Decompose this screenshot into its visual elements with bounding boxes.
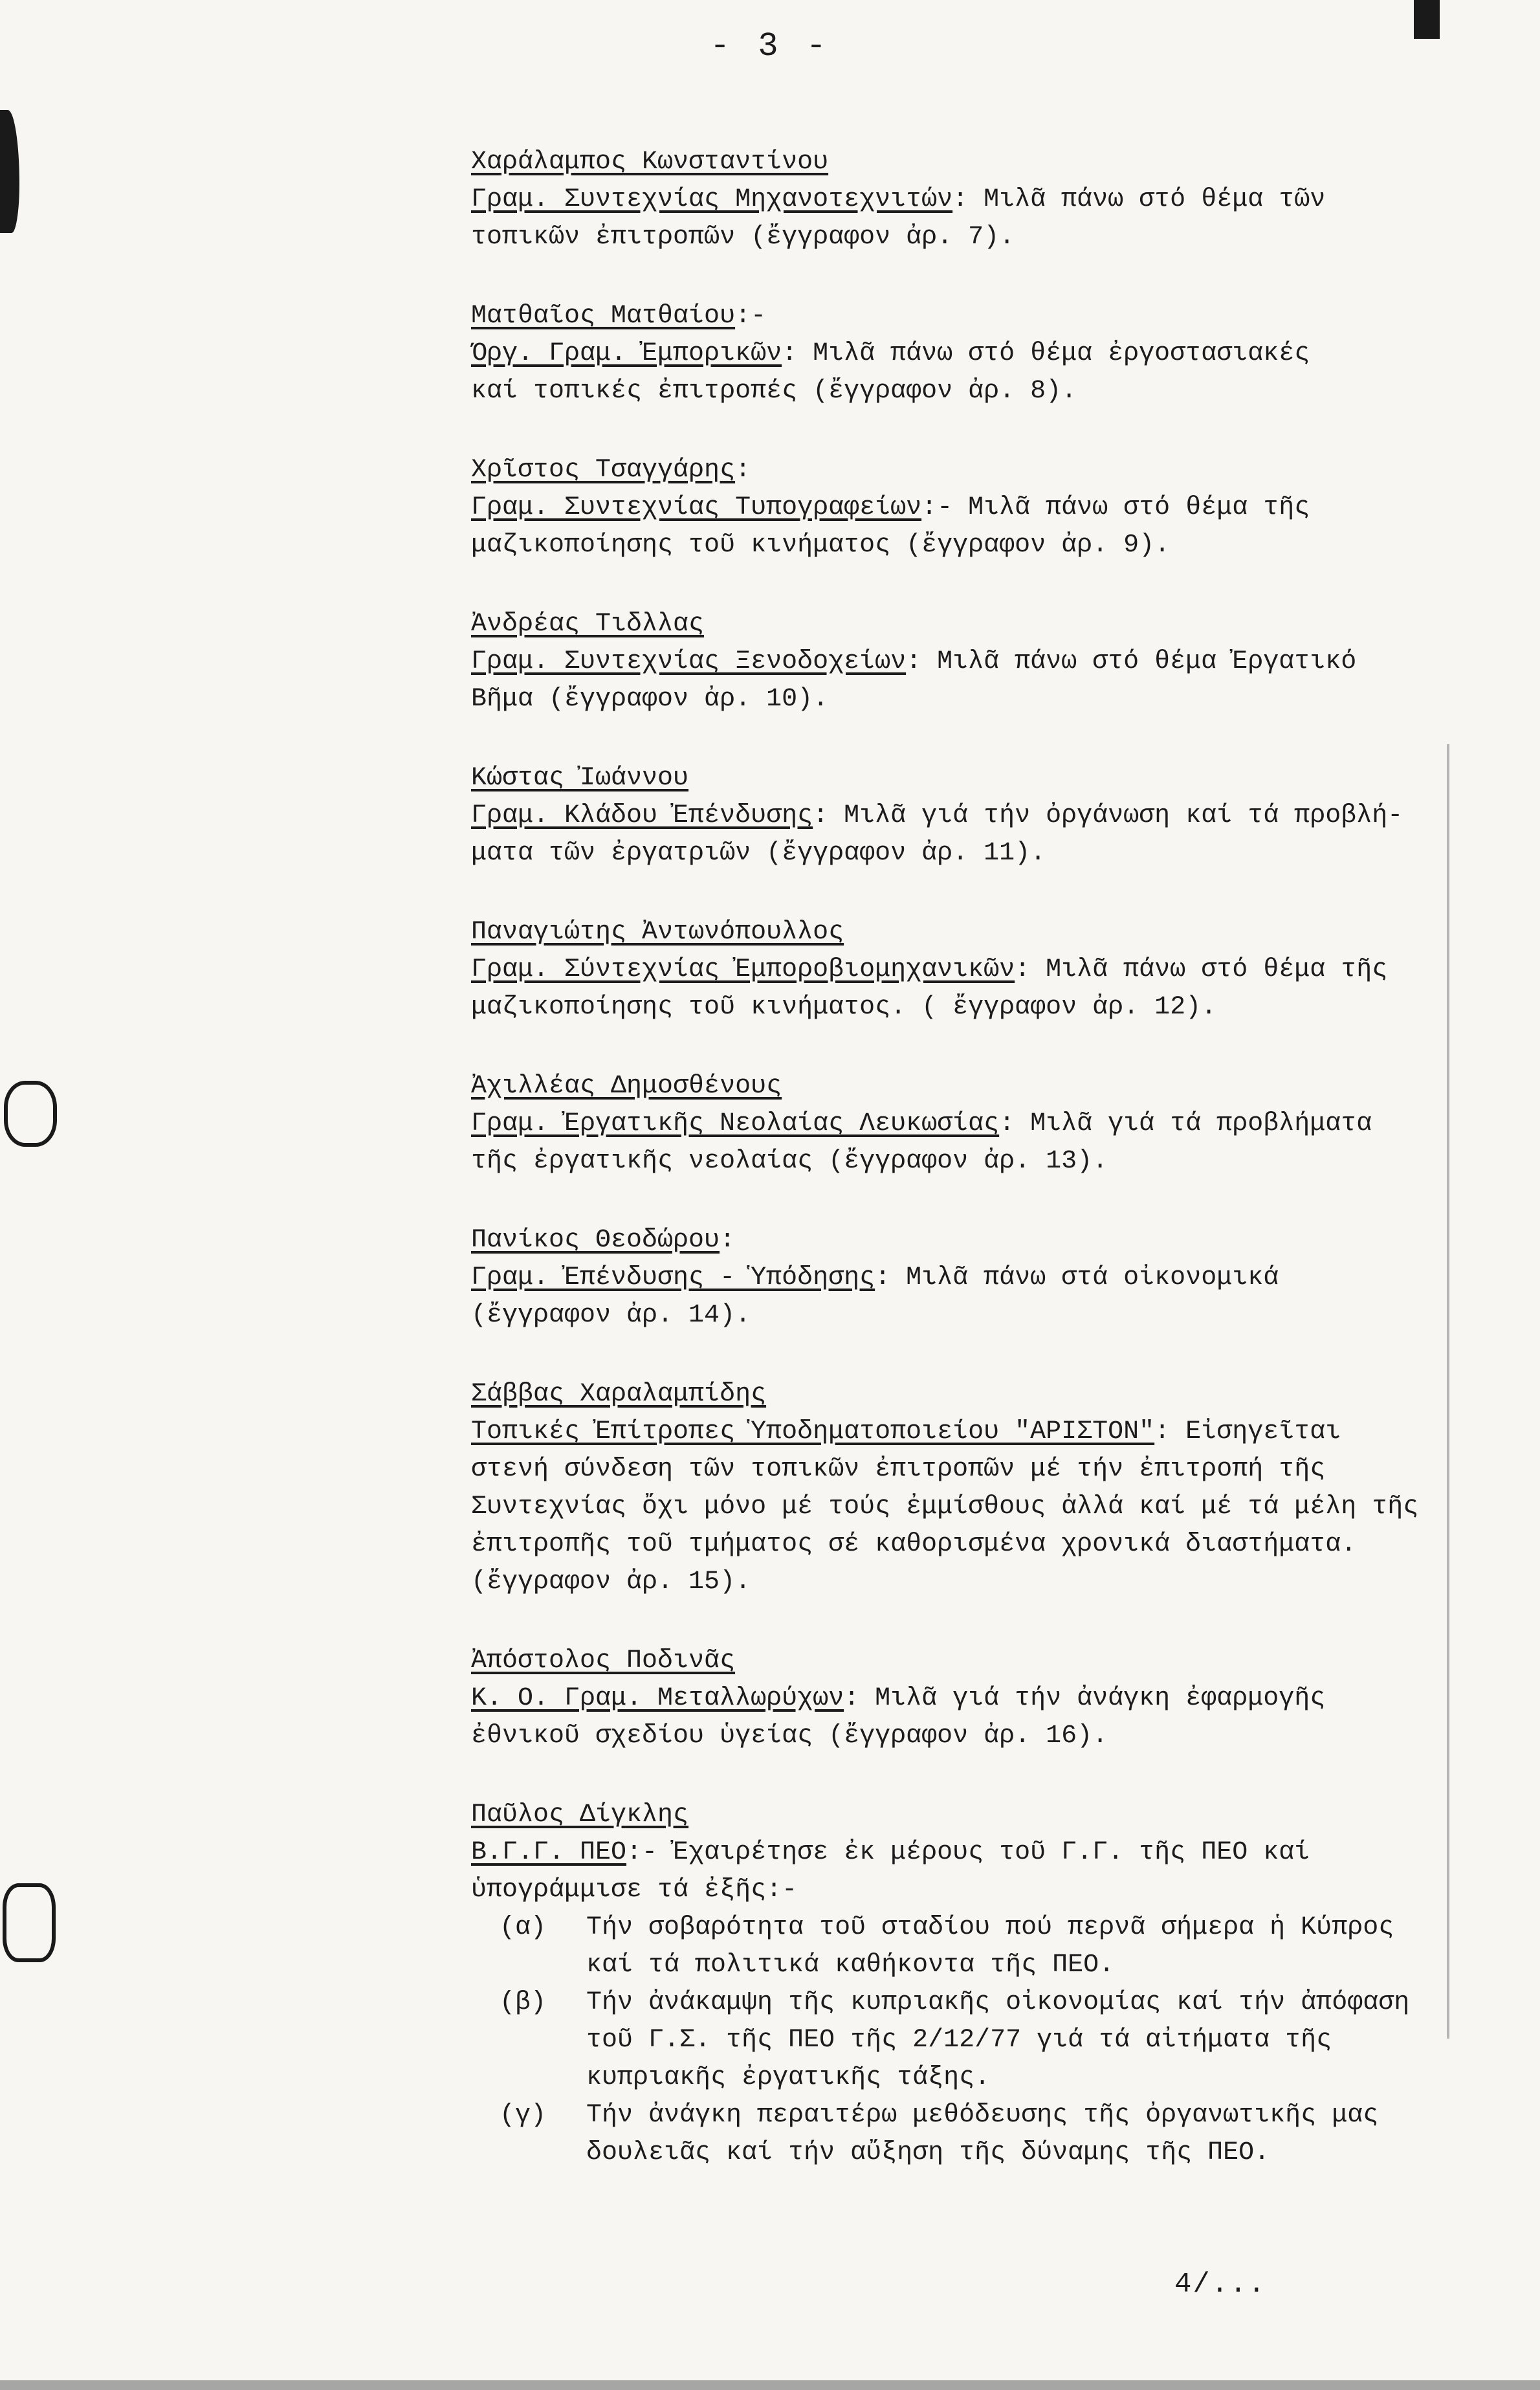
list-item [471,1984,1468,2097]
speech-summary-start: :- Μιλᾶ πάνω στό θέμα τῆς [921,493,1310,522]
speech-summary-line: στενή σύνδεση τῶν τοπικῶν ἐπιτροπῶν μέ τήν ἐπιτροπή τῆς [471,1455,1326,1484]
speaker-entry [471,1068,1468,1180]
speaker-name-line [471,298,1468,335]
speaker-role: Γραμ. Συντεχνίας Ξενοδοχείων [471,647,907,676]
speech-summary-line: (ἔγγραφον ἀρ. 15). [471,1567,751,1597]
speaker-role: Όργ. Γραμ. Ἐμπορικῶν [471,339,782,368]
speaker-name-line [471,1222,1468,1259]
list-item-line: δουλειᾶς καί τήν αὔξηση τῆς δύναμης τῆς ΠΕΟ. [586,2138,1270,2167]
speaker-name-suffix: : [720,1226,736,1255]
speech-summary-line: τῆς ἐργατικῆς νεολαίας (ἔγγραφον ἀρ. 13). [471,1147,1108,1176]
speaker-name: Χαράλαμπος Κωνσταντίνου [471,148,829,177]
list-item-text [586,1984,1468,2097]
speaker-entry [471,1797,1468,2172]
speaker-role-line [471,489,1468,527]
speech-summary-line: ἐπιτροπῆς τοῦ τμήματος σέ καθορισμένα χρονικά διαστήματα. [471,1530,1357,1559]
speaker-name-line [471,1797,1468,1834]
speaker-name-suffix: :- [735,302,767,331]
speech-summary-start: : Μιλᾶ γιά τά προβλήματα [999,1109,1372,1138]
speaker-role: Β.Γ.Γ. ΠΕΟ [471,1838,627,1867]
speaker-name-line [471,1376,1468,1413]
speaker-name-line [471,1643,1468,1680]
speaker-role: Γραμ. Ἐργατικῆς Νεολαίας Λευκωσίας [471,1109,1000,1138]
speaker-name-suffix: : [735,456,751,485]
speech-summary-start: : Μιλᾶ πάνω στό θέμα τῆς [1015,955,1388,984]
speaker-entry [471,1222,1468,1334]
list-item-line: τοῦ Γ.Σ. τῆς ΠΕΟ τῆς 2/12/77 γιά τά αἰτήματα τῆς [586,2026,1332,2055]
speaker-role-line [471,1259,1468,1297]
speaker-role: Τοπικές Ἐπίτροπες Ὑποδηματοποιείου "ΑΡΙΣΤΟΝ" [471,1417,1155,1446]
list-item-line: καί τά πολιτικά καθήκοντα τῆς ΠΕΟ. [586,1951,1115,1980]
speech-summary-start: :- Ἐχαιρέτησε ἐκ μέρους τοῦ Γ.Γ. τῆς ΠΕΟ καί [626,1838,1310,1867]
list-item-line: κυπριακῆς ἐργατικῆς τάξης. [586,2063,991,2092]
list-item-text [586,2097,1468,2172]
list-marker: (γ) [500,2101,547,2130]
page-number: - 3 - [709,27,831,65]
speech-summary-line: ματα τῶν ἐργατριῶν (ἔγγραφον ἀρ. 11). [471,839,1046,868]
list-marker: (α) [500,1913,547,1942]
speech-summary-line: (ἔγγραφον ἀρ. 14). [471,1301,751,1330]
list-item-line: Τήν ἀνάγκη περαιτέρω μεθόδευσης τῆς ὀργανωτικῆς μας [586,2101,1379,2130]
speaker-entry [471,606,1468,718]
speaker-role: Γραμ. Ἐπένδυσης - Ὑπόδησης [471,1263,875,1292]
speaker-name: Πανίκος Θεοδώρου [471,1226,720,1255]
speaker-entry [471,1643,1468,1755]
speech-summary-line: Βῆμα (ἔγγραφον ἀρ. 10). [471,685,829,714]
speech-summary-start: : Μιλᾶ πάνω στό θέμα τῶν [952,185,1326,214]
speech-summary-start: : Μιλᾶ πάνω στά οἰκονομικά [875,1263,1279,1292]
list-item-text [586,1909,1468,1984]
scan-artifact [0,2380,1540,2390]
speech-summary-line: ἐθνικοῦ σχεδίου ὑγείας (ἔγγραφον ἀρ. 16). [471,1721,1108,1751]
speaker-name: Χρῖστος Τσαγγάρης [471,456,736,485]
speech-summary-start: : Εἰσηγεῖται [1154,1417,1341,1446]
list-marker: (β) [500,1988,547,2017]
speaker-name: Ἀπόστολος Ποδινᾶς [471,1646,736,1676]
speaker-role-line [471,951,1468,989]
speaker-entry [471,452,1468,564]
speech-summary-start: : Μιλᾶ γιά τήν ὀργάνωση καί τά προβλή- [813,801,1403,830]
speaker-entry [471,760,1468,872]
speaker-name-line [471,144,1468,181]
speaker-name-line [471,914,1468,951]
speaker-role: Κ. Ο. Γραμ. Μεταλλωρύχων [471,1684,844,1713]
speaker-role: Γραμ. Συντεχνίας Τυπογραφείων [471,493,922,522]
speech-summary-start: : Μιλᾶ γιά τήν ἀνάγκη ἐφαρμογῆς [844,1684,1326,1713]
list-item [471,2097,1468,2172]
speaker-name: Ματθαῖος Ματθαίου [471,302,736,331]
scan-artifact [4,1081,57,1147]
speaker-role: Γραμ. Κλάδου Ἐπένδυσης [471,801,813,830]
speaker-role-line [471,643,1468,681]
list-item [471,1909,1468,1984]
speech-summary-start: : Μιλᾶ πάνω στό θέμα ἐργοστασιακές [782,339,1310,368]
speech-summary-line: μαζικοποίησης τοῦ κινήματος (ἔγγραφον ἀρ. 9). [471,531,1171,560]
speaker-role-line [471,1680,1468,1718]
speaker-name: Παῦλος Δίγκλης [471,1800,689,1830]
speaker-entry [471,144,1468,256]
speaker-name-line [471,760,1468,797]
list-item-line: Τήν σοβαρότητα τοῦ σταδίου πού περνᾶ σήμερα ἡ Κύπρος [586,1913,1394,1942]
speaker-role-line [471,1834,1468,1872]
speaker-name: Σάββας Χαραλαμπίδης [471,1380,767,1409]
speech-summary-start: : Μιλᾶ πάνω στό θέμα Ἐργατικό [906,647,1357,676]
speaker-entry [471,298,1468,410]
speech-summary-line: Συντεχνίας ὄχι μόνο μέ τούς ἐμμίσθους ἀλλά καί μέ τά μέλη τῆς [471,1492,1419,1521]
speech-summary-line: καί τοπικές ἐπιτροπές (ἔγγραφον ἀρ. 8). [471,377,1077,406]
speaker-name-line [471,1068,1468,1105]
speaker-role-line [471,797,1468,835]
speaker-role: Γραμ. Σύντεχνίας Ἐμποροβιομηχανικῶν [471,955,1015,984]
speaker-entry [471,1376,1468,1601]
speaker-entry [471,914,1468,1026]
speaker-role-line [471,1413,1468,1451]
speaker-name-line [471,606,1468,643]
speaker-name: Παναγιώτης Ἀντωνόπουλλος [471,918,844,947]
speaker-name: Ἀχιλλέας Δημοσθένους [471,1072,782,1101]
list-item-line: Τήν ἀνάκαμψη τῆς κυπριακῆς οἰκονομίας καί τήν ἀπόφαση [586,1988,1410,2017]
speaker-role: Γραμ. Συντεχνίας Μηχανοτεχνιτών [471,185,953,214]
speech-summary-line: ὑπογράμμισε τά ἐξῆς:- [471,1875,798,1905]
speech-summary-line: τοπικῶν ἐπιτροπῶν (ἔγγραφον ἀρ. 7). [471,223,1015,252]
speaker-role-line [471,181,1468,219]
scan-artifact [3,1883,56,1962]
speaker-name: Ἀνδρέας Τιδλλας [471,610,705,639]
speaker-name-line [471,452,1468,489]
speaker-role-line [471,1105,1468,1143]
speaker-role-line [471,335,1468,373]
scan-artifact [0,110,19,233]
speech-summary-line: μαζικοποίησης τοῦ κινήματος. ( ἔγγραφον ἀρ. 12). [471,993,1217,1022]
speaker-name: Κώστας Ἰωάννου [471,764,689,793]
continuation-reference: 4/... [1174,2268,1267,2301]
document-body [471,144,1468,2213]
